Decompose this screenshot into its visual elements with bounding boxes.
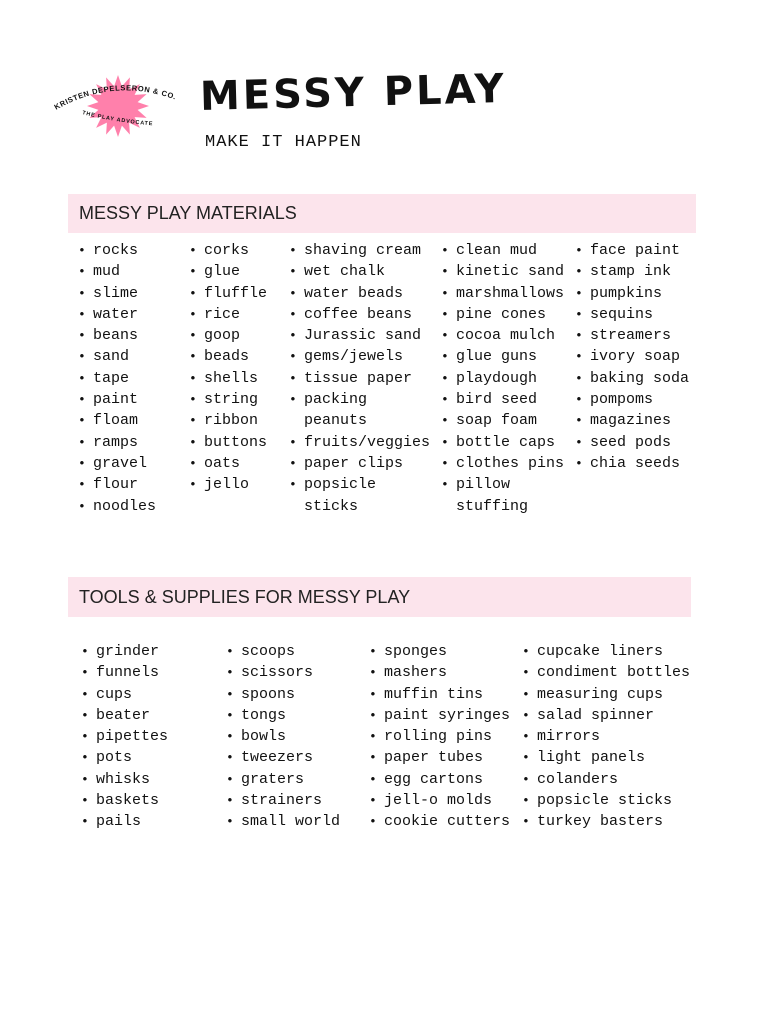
list-item: • funnels bbox=[81, 662, 168, 683]
list-item: • soap foam bbox=[441, 410, 568, 431]
list-item: • cookie cutters bbox=[369, 811, 510, 832]
list-item: • paper tubes bbox=[369, 747, 510, 768]
page-title: MESSY PLAY bbox=[199, 65, 508, 120]
list-item: • chia seeds bbox=[575, 453, 689, 474]
list-item: • marshmallows bbox=[441, 283, 568, 304]
list-item: • pails bbox=[81, 811, 168, 832]
list-item: • light panels bbox=[522, 747, 690, 768]
list-item: • seed pods bbox=[575, 432, 689, 453]
list-item: • paint syringes bbox=[369, 705, 510, 726]
materials-column-1 bbox=[78, 240, 156, 517]
list-item: • baking soda bbox=[575, 368, 689, 389]
list-item: • fluffle bbox=[189, 283, 267, 304]
list-item: • ramps bbox=[78, 432, 156, 453]
list-item: • noodles bbox=[78, 496, 156, 517]
list-item: • pots bbox=[81, 747, 168, 768]
list-item: • measuring cups bbox=[522, 684, 690, 705]
list-item: • clothes pins bbox=[441, 453, 568, 474]
list-item: • string bbox=[189, 389, 267, 410]
list-item: • face paint bbox=[575, 240, 689, 261]
list-item: • popsicle sticks bbox=[289, 474, 432, 517]
materials-column-5 bbox=[575, 240, 689, 474]
list-item: • grinder bbox=[81, 641, 168, 662]
list-item: • oats bbox=[189, 453, 267, 474]
list-item: • pine cones bbox=[441, 304, 568, 325]
list-item: • wet chalk bbox=[289, 261, 432, 282]
list-item: • graters bbox=[226, 769, 340, 790]
list-item: • water beads bbox=[289, 283, 432, 304]
list-item: • glue guns bbox=[441, 346, 568, 367]
tools-column-1 bbox=[81, 641, 168, 833]
list-item: • beater bbox=[81, 705, 168, 726]
list-item: • condiment bottles bbox=[522, 662, 690, 683]
tools-column-4 bbox=[522, 641, 690, 833]
list-item: • muffin tins bbox=[369, 684, 510, 705]
page-subtitle: MAKE IT HAPPEN bbox=[205, 133, 362, 152]
list-item: • jello bbox=[189, 474, 267, 495]
list-item: • floam bbox=[78, 410, 156, 431]
list-item: • beans bbox=[78, 325, 156, 346]
list-item: • tweezers bbox=[226, 747, 340, 768]
list-item: • fruits/veggies bbox=[289, 432, 432, 453]
brand-logo bbox=[52, 70, 192, 140]
list-item: • rolling pins bbox=[369, 726, 510, 747]
list-item: • shells bbox=[189, 368, 267, 389]
list-item: • spoons bbox=[226, 684, 340, 705]
list-item: • bird seed bbox=[441, 389, 568, 410]
list-item: • paint bbox=[78, 389, 156, 410]
list-item: • shaving cream bbox=[289, 240, 432, 261]
list-item: • pipettes bbox=[81, 726, 168, 747]
list-item: • sequins bbox=[575, 304, 689, 325]
list-item: • clean mud bbox=[441, 240, 568, 261]
list-item: • stamp ink bbox=[575, 261, 689, 282]
list-item: • sand bbox=[78, 346, 156, 367]
materials-heading: MESSY PLAY MATERIALS bbox=[68, 194, 696, 233]
list-item: • flour bbox=[78, 474, 156, 495]
list-item: • water bbox=[78, 304, 156, 325]
list-item: • baskets bbox=[81, 790, 168, 811]
logo-text-bottom: THE PLAY ADVOCATE bbox=[81, 110, 154, 128]
list-item: • pompoms bbox=[575, 389, 689, 410]
list-item: • pumpkins bbox=[575, 283, 689, 304]
list-item: • ribbon bbox=[189, 410, 267, 431]
list-item: • mirrors bbox=[522, 726, 690, 747]
brand-logo-graphic bbox=[52, 70, 192, 140]
list-item: • mashers bbox=[369, 662, 510, 683]
tools-heading: TOOLS & SUPPLIES FOR MESSY PLAY bbox=[68, 577, 691, 617]
materials-column-3 bbox=[289, 240, 432, 517]
list-item: • scissors bbox=[226, 662, 340, 683]
list-item: • corks bbox=[189, 240, 267, 261]
list-item: • beads bbox=[189, 346, 267, 367]
list-item: • rice bbox=[189, 304, 267, 325]
list-item: • cups bbox=[81, 684, 168, 705]
list-item: • slime bbox=[78, 283, 156, 304]
list-item: • sponges bbox=[369, 641, 510, 662]
materials-column-2 bbox=[189, 240, 267, 496]
list-item: • colanders bbox=[522, 769, 690, 790]
list-item: • egg cartons bbox=[369, 769, 510, 790]
list-item: • strainers bbox=[226, 790, 340, 811]
list-item: • streamers bbox=[575, 325, 689, 346]
list-item: • goop bbox=[189, 325, 267, 346]
list-item: • Jurassic sand bbox=[289, 325, 432, 346]
list-item: • gems/jewels bbox=[289, 346, 432, 367]
list-item: • whisks bbox=[81, 769, 168, 790]
list-item: • buttons bbox=[189, 432, 267, 453]
tools-column-3 bbox=[369, 641, 510, 833]
list-item: • rocks bbox=[78, 240, 156, 261]
list-item: • scoops bbox=[226, 641, 340, 662]
list-item: • ivory soap bbox=[575, 346, 689, 367]
logo-text-top: KRISTEN DEPELSERON & CO. bbox=[52, 83, 178, 112]
list-item: • salad spinner bbox=[522, 705, 690, 726]
list-item: • turkey basters bbox=[522, 811, 690, 832]
list-item: • glue bbox=[189, 261, 267, 282]
list-item: • small world bbox=[226, 811, 340, 832]
list-item: • tape bbox=[78, 368, 156, 389]
list-item: • jell-o molds bbox=[369, 790, 510, 811]
list-item: • bottle caps bbox=[441, 432, 568, 453]
list-item: • kinetic sand bbox=[441, 261, 568, 282]
list-item: • magazines bbox=[575, 410, 689, 431]
list-item: • gravel bbox=[78, 453, 156, 474]
list-item: • paper clips bbox=[289, 453, 432, 474]
list-item: • coffee beans bbox=[289, 304, 432, 325]
list-item: • tissue paper bbox=[289, 368, 432, 389]
list-item: • bowls bbox=[226, 726, 340, 747]
list-item: • cocoa mulch bbox=[441, 325, 568, 346]
list-item: • cupcake liners bbox=[522, 641, 690, 662]
list-item: • playdough bbox=[441, 368, 568, 389]
list-item: • pillow stuffing bbox=[441, 474, 568, 517]
materials-column-4 bbox=[441, 240, 568, 517]
list-item: • tongs bbox=[226, 705, 340, 726]
tools-column-2 bbox=[226, 641, 340, 833]
list-item: • packing peanuts bbox=[289, 389, 432, 432]
list-item: • popsicle sticks bbox=[522, 790, 690, 811]
list-item: • mud bbox=[78, 261, 156, 282]
